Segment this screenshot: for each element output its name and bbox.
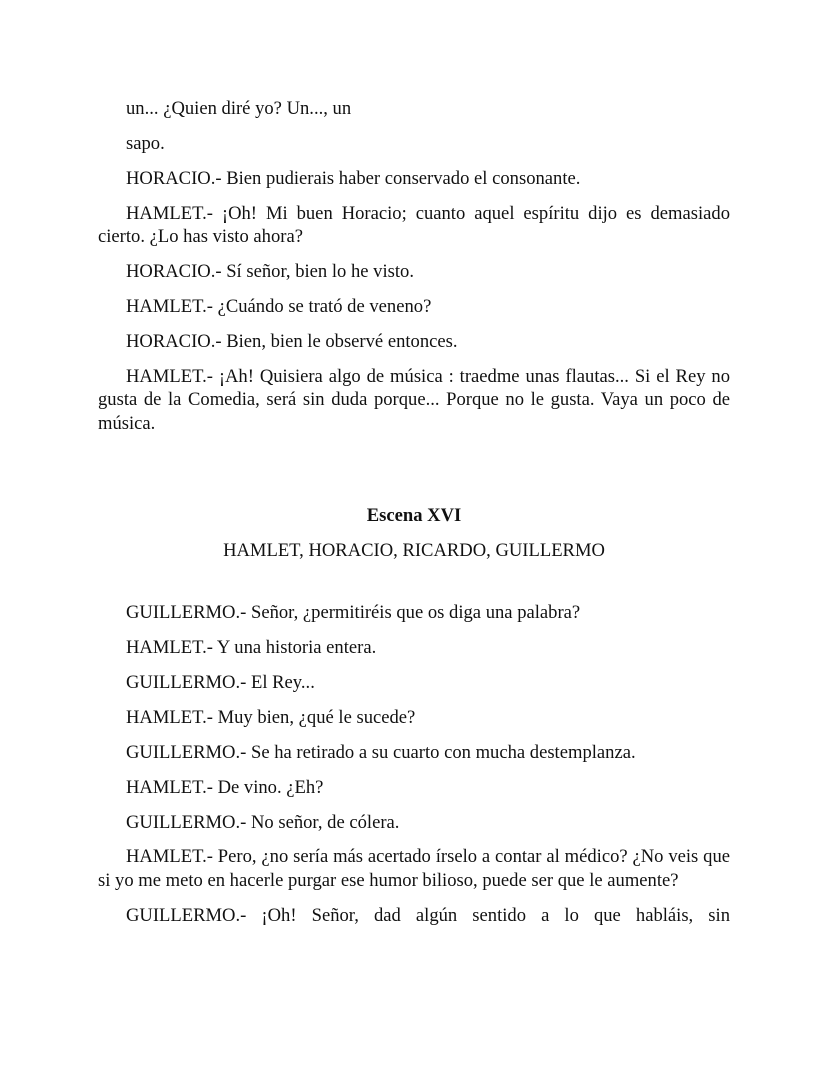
scene-title: Escena XVI xyxy=(366,505,462,527)
speaker-name: HAMLET.- xyxy=(126,846,213,868)
scene-characters: HAMLET, HORACIO, RICARDO, GUILLERMO xyxy=(223,539,605,561)
paragraph-line xyxy=(98,97,730,121)
speaker-name: HAMLET.- xyxy=(126,295,213,317)
dialogue-text: Se ha retirado a su cuarto con mucha destemplanza. xyxy=(246,741,636,763)
dialogue-paragraph xyxy=(98,741,730,765)
dialogue-text: ¿Cuándo se trató de veneno? xyxy=(212,295,432,317)
dialogue-text: ¡Oh! Mi buen Horacio; cuanto aquel espíritu dijo es demasiado cierto. ¿Lo has visto ahora? xyxy=(98,202,730,248)
dialogue-text: No señor, de cólera. xyxy=(246,811,400,833)
dialogue-text: Y una historia entera. xyxy=(212,637,377,659)
dialogue-paragraph xyxy=(98,330,730,354)
speaker-name: HORACIO.- xyxy=(126,261,222,283)
speaker-name: GUILLERMO.- xyxy=(126,741,247,763)
dialogue-paragraph xyxy=(98,776,730,800)
speaker-name: GUILLERMO.- xyxy=(126,602,247,624)
dialogue-paragraph xyxy=(98,295,730,319)
dialogue-text: Bien pudierais haber conservado el consonante. xyxy=(221,167,581,189)
dialogue-paragraph xyxy=(98,706,730,730)
speaker-name: HAMLET.- xyxy=(126,706,213,728)
dialogue-text: Señor, ¿permitiréis que os diga una palabra? xyxy=(246,602,581,624)
scene-heading xyxy=(98,504,730,562)
speaker-name: HAMLET.- xyxy=(126,637,213,659)
dialogue-text: sapo. xyxy=(126,132,165,154)
speaker-name: GUILLERMO.- xyxy=(126,672,247,694)
dialogue-text: un... ¿Quien diré yo? Un..., un xyxy=(126,98,352,119)
speaker-name: HAMLET.- xyxy=(126,776,213,798)
dialogue-paragraph xyxy=(98,671,730,695)
dialogue-paragraph xyxy=(98,202,730,249)
speaker-name: GUILLERMO.- xyxy=(126,811,247,833)
speaker-name: HORACIO.- xyxy=(126,167,222,189)
dialogue-paragraph xyxy=(98,636,730,660)
document-page xyxy=(98,97,730,939)
dialogue-text: El Rey... xyxy=(246,672,315,694)
dialogue-paragraph xyxy=(98,260,730,284)
dialogue-text: Pero, ¿no sería más acertado írselo a contar al médico? ¿No veis que si yo me meto en hacerle purgar ese humor bilioso, puede ser que le aumente? xyxy=(98,846,730,891)
dialogue-text: ¡Ah! Quisiera algo de música : traedme unas flautas... Si el Rey no gusta de la Comedia, será sin duda porque... Porque no le gusta. Vaya un poco de música. xyxy=(98,365,730,434)
dialogue-paragraph xyxy=(98,365,730,436)
paragraph-line xyxy=(98,132,730,156)
dialogue-paragraph xyxy=(98,167,730,191)
dialogue-text: Muy bien, ¿qué le sucede? xyxy=(212,706,416,728)
dialogue-paragraph xyxy=(98,845,730,892)
dialogue-paragraph xyxy=(98,811,730,835)
dialogue-text: Sí señor, bien lo he visto. xyxy=(221,261,414,283)
speaker-name: HORACIO.- xyxy=(126,330,222,352)
speaker-name: GUILLERMO.- xyxy=(126,904,247,926)
dialogue-text: De vino. ¿Eh? xyxy=(212,776,324,798)
dialogue-paragraph xyxy=(98,904,730,928)
dialogue-paragraph xyxy=(98,601,730,625)
dialogue-text: Bien, bien le observé entonces. xyxy=(221,330,458,352)
speaker-name: HAMLET.- xyxy=(126,365,213,387)
dialogue-text: ¡Oh! Señor, dad algún sentido a lo que habláis, sin xyxy=(246,904,730,926)
speaker-name: HAMLET.- xyxy=(126,202,213,224)
